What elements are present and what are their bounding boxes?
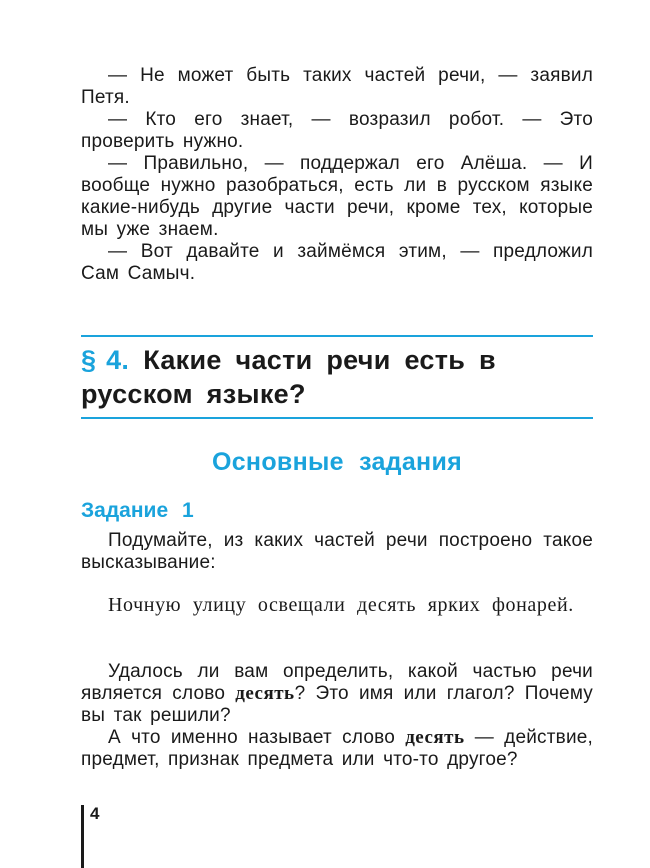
question-2-after: — действие, предмет, признак предмета или что-то другое? [81,727,594,770]
section-rule-bottom [81,417,593,419]
task-title: Задание 1 [81,499,194,522]
dialogue-line: — Кто его знает, — возразил робот. — Это проверить нужно. [81,109,593,152]
question-2-keyword: десять [405,727,465,748]
section-rule-top [81,335,593,337]
dialogue-line: — Правильно, — поддержал его Алёша. — И вообще нужно разобраться, есть ли в русском языке какие-нибудь другие части речи, кроме тех, которые мы уже знаем. [81,153,593,240]
page-number: 4 [90,804,100,823]
section-number: § 4. [81,345,130,375]
dialogue-block [81,65,593,285]
task-questions [81,661,593,771]
task-prompt [81,530,593,574]
example-sentence: Ночную улицу освещали десять ярких фонарей. [108,594,574,616]
question-1 [81,661,593,727]
page-footer-bar [81,805,84,868]
dialogue-line: — Вот давайте и займёмся этим, — предложил Сам Самыч. [81,241,593,284]
section-title: Какие части речи есть в русском языке? [81,345,496,409]
question-1-after: ? Это имя или глагол? Почему вы так решили? [81,683,593,726]
question-1-keyword: десять [235,683,295,704]
question-1-before: Удалось ли вам определить, какой частью речи является слово [81,661,593,704]
task-prompt-text: Подумайте, из каких частей речи построено такое высказывание: [81,530,593,573]
question-2-before: А что именно называет слово [108,727,406,748]
question-2 [81,727,593,771]
section-heading [81,343,593,411]
subheading: Основные задания [211,448,463,476]
dialogue-line: — Не может быть таких частей речи, — заявил Петя. [81,65,593,108]
